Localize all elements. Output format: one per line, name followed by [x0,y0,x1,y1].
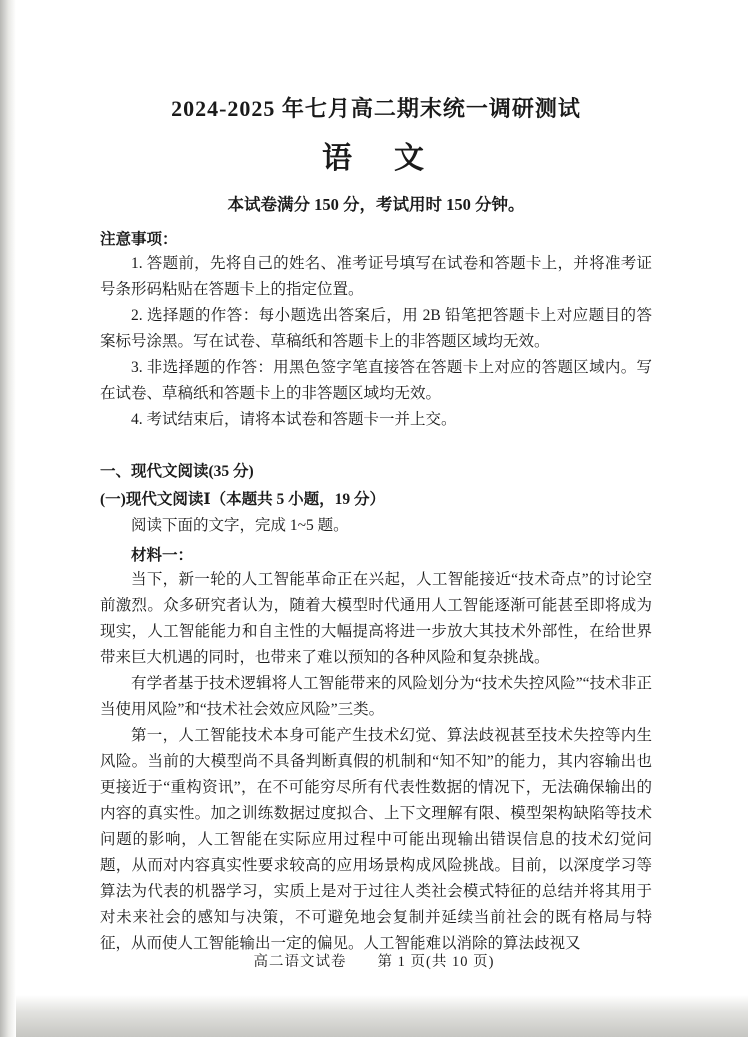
material-label: 材料一： [131,547,194,564]
notice-item-2: 2. 选择题的作答：每小题选出答案后，用 2B 铅笔把答题卡上对应题目的答案标号涂黑。写在试卷、草稿纸和答题卡上的非答题区域均无效。 [100,307,652,350]
reading-instruction: 阅读下面的文字，完成 1~5 题。 [131,517,349,534]
exam-info-line: 本试卷满分 150 分，考试用时 150 分钟。 [227,195,525,214]
section-modern-reading [100,459,652,957]
page-footer: 高二语文试卷 第 1 页(共 10 页) [253,954,495,970]
exam-title: 2024-2025 年七月高二期末统一调研测试 [171,96,581,121]
notice-item-3: 3. 非选择题的作答：用黑色签字笔直接答在答题卡上对应的答题区域内。写在试卷、草稿纸和答题卡上的非答题区域均无效。 [100,359,652,402]
notice-section [100,227,652,433]
material-paragraph-1: 当下，新一轮的人工智能革命正在兴起，人工智能接近“技术奇点”的讨论空前激烈。众多研究者认为，随着大模型时代通用人工智能逐渐可能甚至即将成为现实，人工智能能力和自主性的大幅提高将进一步放大其技术外部性，在给世界带来巨大机遇的同时，也带来了难以预知的各种风险和复杂挑战。 [100,571,652,666]
notice-item-4: 4. 考试结束后，请将本试卷和答题卡一并上交。 [131,411,457,428]
material-paragraph-3: 第一，人工智能技术本身可能产生技术幻觉、算法歧视甚至技术失控等内生风险。当前的大模型尚不具备判断真假的机制和“知不知”的能力，其内容输出也更接近于“重构资讯”，在不可能穷尽所有代表性数据的情况下，无法确保输出的内容的真实性。加之训练数据过度拟合、上下文理解有限、模型架构缺陷等技术问题的影响，人工智能在实际应用过程中可能出现输出错误信息的技术幻觉问题，从而对内容真实性要求较高的应用场景构成风险挑战。目前，以深度学习等算法为代表的机器学习，实质上是对于过往人类社会模式特征的总结并将其用于对未来社会的感知与决策，不可避免地会复制并延续当前社会的既有格局与特征，从而使人工智能输出一定的偏见。人工智能难以消除的算法歧视又 [100,727,652,952]
material-paragraph-2: 有学者基于技术逻辑将人工智能带来的风险划分为“技术失控风险”“技术非正当使用风险”和“技术社会效应风险”三类。 [100,675,652,718]
section-subheading: (一)现代文阅读Ⅰ（本题共 5 小题，19 分） [100,491,385,508]
exam-subject: 语 文 [322,142,430,175]
notice-heading: 注意事项： [100,231,178,248]
section-heading: 一、现代文阅读(35 分) [100,463,254,480]
notice-item-1: 1. 答题前，先将自己的姓名、准考证号填写在试卷和答题卡上，并将准考证号条形码粘贴在答题卡上的指定位置。 [100,255,652,298]
scan-shadow-bottom [0,995,748,1037]
